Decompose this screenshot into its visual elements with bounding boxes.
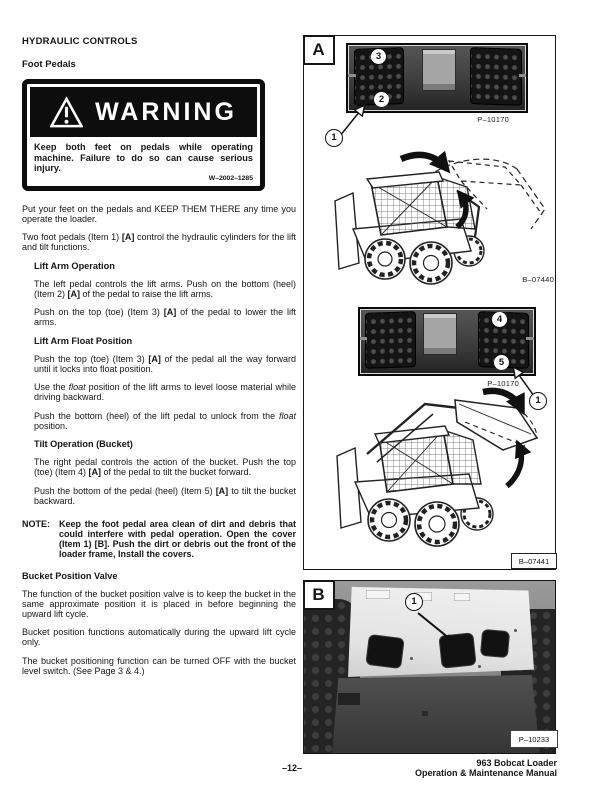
section-subheading: Foot Pedals	[22, 59, 76, 70]
warning-title: WARNING	[95, 97, 237, 126]
note-block	[22, 519, 296, 559]
axle-left	[360, 337, 367, 340]
text-column-blocks	[22, 204, 296, 676]
page-number: –12–	[281, 763, 303, 773]
axle-right	[519, 74, 526, 77]
document-title-line1: 963 Bobcat Loader	[476, 758, 557, 768]
cover-hole-right	[481, 630, 509, 657]
paragraph: The function of the bucket position valve is to keep the bucket in the same approximate position it is placed in before beginning the upward lift cycle.	[22, 588, 296, 619]
callout-arrow-1c	[412, 609, 460, 647]
drawing2-caption: B–07441	[511, 553, 557, 569]
callout-5: 5	[494, 355, 509, 370]
center-linkage	[422, 49, 456, 91]
axle-left	[348, 74, 356, 77]
page-title: HYDRAULIC CONTROLS	[22, 36, 138, 47]
cover-hole-left	[366, 635, 403, 668]
paragraph: Two foot pedals (Item 1) [A] control the hydraulic cylinders for the lift and tilt functions.	[22, 232, 296, 252]
pedal-cover-photo	[304, 581, 555, 753]
figure-a-box	[303, 35, 556, 570]
document-title-line2: Operation & Maintenance Manual	[414, 768, 557, 778]
left-pedal	[366, 312, 415, 368]
paragraph: Push the top (toe) (Item 3) [A] of the pedal all the way forward until it locks into float position.	[34, 353, 296, 374]
right-pedal	[471, 48, 521, 105]
note-label: NOTE:	[22, 518, 50, 529]
paragraph: The bucket positioning function can be turned OFF with the bucket level switch. (See Page 3 & 4.)	[22, 655, 296, 676]
figure-a-label: A	[303, 35, 335, 65]
loader-frame-lower	[332, 675, 540, 753]
paragraph: The right pedal controls the action of the bucket. Push the top (toe) (Item 4) [A] of the pedal to tilt the bucket forward.	[34, 457, 296, 477]
axle-right	[526, 337, 534, 340]
paragraph: Put your feet on the pedals and KEEP THEM THERE any time you operate the loader.	[22, 203, 296, 224]
section-heading: Lift Arm Float Position	[34, 335, 133, 346]
document-id	[415, 758, 557, 778]
callout-1-pointer-a1: 1	[325, 129, 343, 147]
callout-3: 3	[371, 49, 386, 64]
photo1-caption: P–10170	[477, 115, 509, 124]
warning-code: W–2002–1285	[208, 174, 253, 182]
text-column	[22, 36, 296, 684]
paragraph: Push the bottom (heel) of the lift pedal to unlock from the float position.	[34, 410, 296, 431]
paragraph: Push the bottom of the pedal (heel) (Item 5) [A] to tilt the bucket backward.	[34, 485, 296, 506]
center-linkage	[423, 313, 457, 355]
callout-4: 4	[492, 312, 507, 327]
warning-text: Keep both feet on pedals while operating machine. Failure to do so can cause serious injury.	[34, 142, 253, 173]
warning-banner	[30, 87, 257, 137]
note-text: Keep the foot pedal area clean of dirt and debris that could interfere with pedal operation. Open the cover (Item 1) [B]. Push the dirt or debris out the front of the loader frame, Install the covers.	[59, 518, 296, 559]
paragraph: The left pedal controls the lift arms. Push on the bottom (heel) (Item 2) [A] of the pedal to raise the lift arms.	[34, 278, 296, 299]
paragraph: Push on the top (toe) (Item 3) [A] of the pedal to lower the lift arms.	[34, 307, 296, 327]
drawing1-caption: B–07440	[522, 275, 554, 284]
paragraph: Use the float position of the lift arms to level loose material while driving backward.	[34, 382, 296, 402]
photo-b-caption: P–10233	[510, 730, 558, 748]
figure-b-label: B	[303, 580, 335, 610]
section-heading: Bucket Position Valve	[22, 570, 118, 581]
callout-1-pointer-a2: 1	[529, 392, 547, 410]
photo2-caption: P–10170	[487, 379, 519, 388]
lift-arm-raise-drawing	[309, 151, 555, 291]
paragraph: Bucket position functions automatically during the upward lift cycle only.	[22, 627, 296, 647]
section-heading: Tilt Operation (Bucket)	[34, 439, 133, 449]
warning-box	[22, 79, 265, 191]
warning-triangle-icon	[50, 96, 83, 129]
callout-2: 2	[374, 92, 389, 107]
figure-b-box	[303, 580, 556, 754]
bucket-tilt-drawing	[309, 388, 555, 558]
section-heading: Lift Arm Operation	[34, 260, 115, 271]
callout-1-pointer-b: 1	[405, 593, 423, 611]
